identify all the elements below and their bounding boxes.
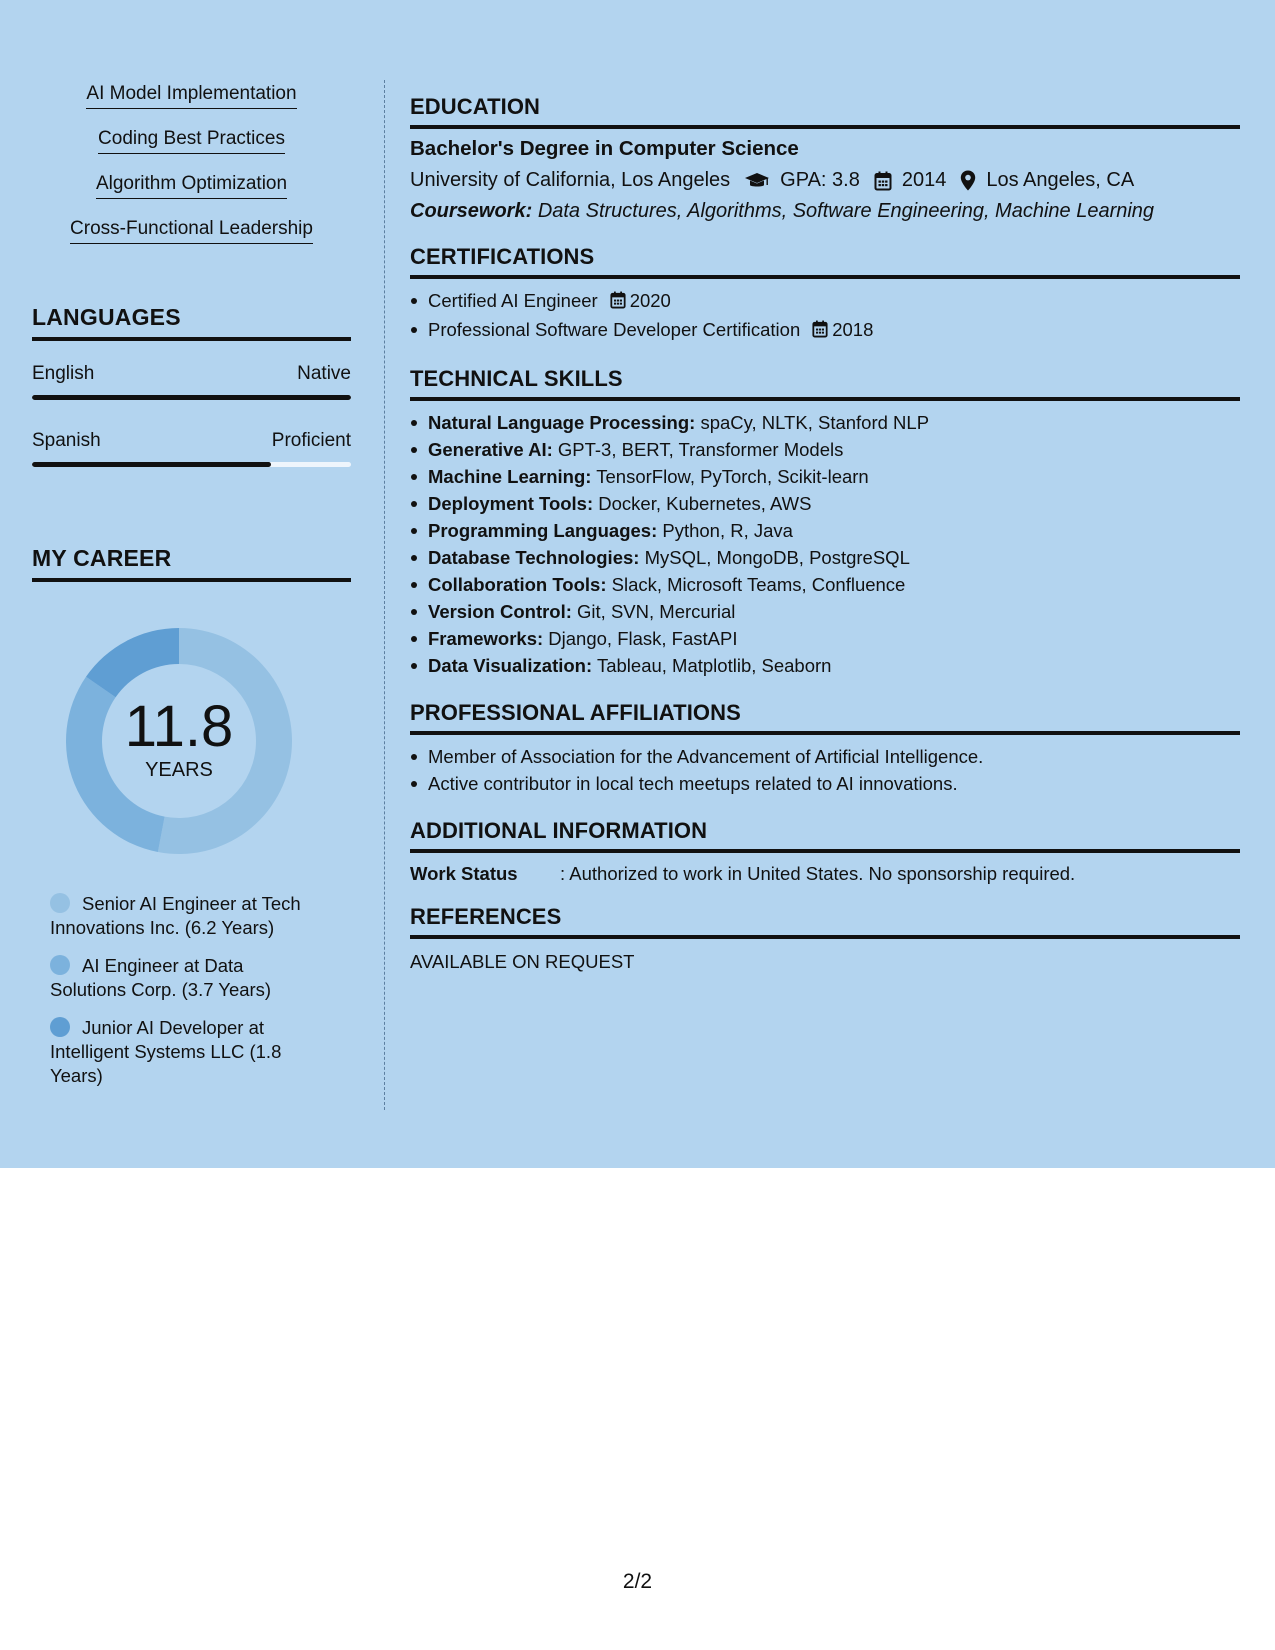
calendar-icon bbox=[874, 171, 892, 191]
skill-value: Python, R, Java bbox=[662, 520, 793, 541]
page-number: 2/2 bbox=[622, 1570, 653, 1593]
work-status-row bbox=[410, 863, 1240, 885]
affiliations-section bbox=[410, 700, 1240, 797]
skill-label: Programming Languages: bbox=[428, 520, 658, 541]
legend-item bbox=[50, 1016, 320, 1088]
school-name: University of California, Los Angeles bbox=[410, 169, 731, 191]
skill-label: Collaboration Tools: bbox=[428, 574, 607, 595]
calendar-icon bbox=[812, 318, 828, 345]
education-heading: EDUCATION bbox=[410, 94, 1240, 129]
languages-heading: LANGUAGES bbox=[32, 304, 351, 341]
technical-skills-list bbox=[410, 409, 1240, 679]
gpa: GPA: 3.8 bbox=[780, 169, 860, 191]
career-donut-chart bbox=[64, 626, 294, 856]
skill-value: TensorFlow, PyTorch, Scikit-learn bbox=[596, 466, 869, 487]
certifications-section bbox=[410, 244, 1240, 345]
list-item bbox=[410, 517, 1240, 544]
references-text: AVAILABLE ON REQUEST bbox=[410, 951, 635, 972]
skill-tag: AI Model Implementation bbox=[86, 82, 296, 109]
cert-name: Professional Software Developer Certification bbox=[428, 319, 801, 340]
references-section bbox=[410, 904, 1240, 973]
cert-year: 2020 bbox=[629, 290, 671, 311]
skill-value: Slack, Microsoft Teams, Confluence bbox=[611, 574, 906, 595]
skill-tag: Cross-Functional Leadership bbox=[70, 217, 313, 244]
legend-dot bbox=[50, 955, 70, 975]
list-item bbox=[410, 625, 1240, 652]
work-status-label: Work Status bbox=[410, 863, 518, 884]
right-column bbox=[410, 94, 1240, 994]
skill-tags bbox=[32, 82, 351, 262]
skill-value: Git, SVN, Mercurial bbox=[577, 601, 736, 622]
list-item bbox=[410, 490, 1240, 517]
language-bar bbox=[32, 462, 351, 467]
list-item: Member of Association for the Advancement of Artificial Intelligence. bbox=[410, 743, 1240, 770]
references-heading: REFERENCES bbox=[410, 904, 1240, 939]
skill-label: Generative AI: bbox=[428, 439, 553, 460]
language-bar bbox=[32, 395, 351, 400]
skill-label: Deployment Tools: bbox=[428, 493, 594, 514]
skill-tag: Algorithm Optimization bbox=[96, 172, 287, 199]
graduation-year: 2014 bbox=[901, 169, 947, 191]
column-divider bbox=[384, 80, 385, 1110]
language-name: Spanish bbox=[32, 430, 101, 451]
list-item bbox=[410, 571, 1240, 598]
left-column bbox=[32, 82, 351, 1102]
coursework-label: Coursework: bbox=[410, 200, 533, 222]
skill-label: Database Technologies: bbox=[428, 547, 640, 568]
language-level: Native bbox=[297, 363, 351, 384]
graduation-cap-icon bbox=[744, 172, 770, 190]
legend-item bbox=[50, 892, 320, 940]
coursework-list: Data Structures, Algorithms, Software Engineering, Machine Learning bbox=[537, 200, 1155, 222]
list-item bbox=[410, 598, 1240, 625]
skill-value: Django, Flask, FastAPI bbox=[548, 628, 738, 649]
map-pin-icon bbox=[960, 170, 976, 191]
cert-year: 2018 bbox=[832, 319, 874, 340]
degree-title: Bachelor's Degree in Computer Science bbox=[410, 137, 799, 160]
skill-value: GPT-3, BERT, Transformer Models bbox=[557, 439, 844, 460]
skill-value: MySQL, MongoDB, PostgreSQL bbox=[644, 547, 910, 568]
skill-tag: Coding Best Practices bbox=[98, 127, 285, 154]
legend-label: AI Engineer at Data Solutions Corp. (3.7 Years) bbox=[50, 955, 272, 1000]
language-name: English bbox=[32, 363, 95, 384]
list-item bbox=[410, 287, 1240, 316]
skill-label: Version Control: bbox=[428, 601, 572, 622]
list-item bbox=[410, 544, 1240, 571]
additional-info-section bbox=[410, 818, 1240, 885]
skill-label: Frameworks: bbox=[428, 628, 544, 649]
additional-info-heading: ADDITIONAL INFORMATION bbox=[410, 818, 1240, 853]
legend-label: Senior AI Engineer at Tech Innovations Inc. (6.2 Years) bbox=[50, 893, 301, 938]
career-total-unit: YEARS bbox=[145, 758, 213, 781]
career-heading: MY CAREER bbox=[32, 545, 351, 582]
language-bar-fill bbox=[32, 395, 351, 400]
list-item bbox=[410, 652, 1240, 679]
skill-label: Machine Learning: bbox=[428, 466, 592, 487]
skill-value: spaCy, NLTK, Stanford NLP bbox=[700, 412, 930, 433]
skill-value: Docker, Kubernetes, AWS bbox=[598, 493, 812, 514]
affiliations-heading: PROFESSIONAL AFFILIATIONS bbox=[410, 700, 1240, 735]
certifications-list bbox=[410, 287, 1240, 345]
list-item: Active contributor in local tech meetups related to AI innovations. bbox=[410, 770, 1240, 797]
legend-item bbox=[50, 954, 320, 1002]
technical-skills-heading: TECHNICAL SKILLS bbox=[410, 366, 1240, 401]
calendar-icon bbox=[610, 289, 626, 316]
education-section bbox=[410, 94, 1240, 223]
list-item bbox=[410, 436, 1240, 463]
list-item bbox=[410, 316, 1240, 345]
list-item bbox=[410, 409, 1240, 436]
career-total-value: 11.8 bbox=[124, 693, 234, 759]
certifications-heading: CERTIFICATIONS bbox=[410, 244, 1240, 279]
affiliations-list bbox=[410, 743, 1240, 797]
school-location: Los Angeles, CA bbox=[986, 169, 1135, 191]
education-meta bbox=[410, 169, 1240, 192]
work-status-value: : Authorized to work in United States. No sponsorship required. bbox=[560, 863, 1076, 884]
technical-skills-section bbox=[410, 366, 1240, 679]
legend-label: Junior AI Developer at Intelligent Systems LLC (1.8 Years) bbox=[50, 1017, 282, 1086]
career-legend bbox=[50, 892, 320, 1088]
cert-name: Certified AI Engineer bbox=[428, 290, 598, 311]
list-item bbox=[410, 463, 1240, 490]
skill-label: Natural Language Processing: bbox=[428, 412, 696, 433]
skill-value: Tableau, Matplotlib, Seaborn bbox=[596, 655, 832, 676]
skill-label: Data Visualization: bbox=[428, 655, 593, 676]
legend-dot bbox=[50, 893, 70, 913]
language-bar-fill bbox=[32, 462, 271, 467]
language-item-english bbox=[32, 363, 351, 400]
language-item-spanish bbox=[32, 430, 351, 467]
coursework bbox=[410, 200, 1240, 223]
legend-dot bbox=[50, 1017, 70, 1037]
language-level: Proficient bbox=[271, 430, 351, 451]
